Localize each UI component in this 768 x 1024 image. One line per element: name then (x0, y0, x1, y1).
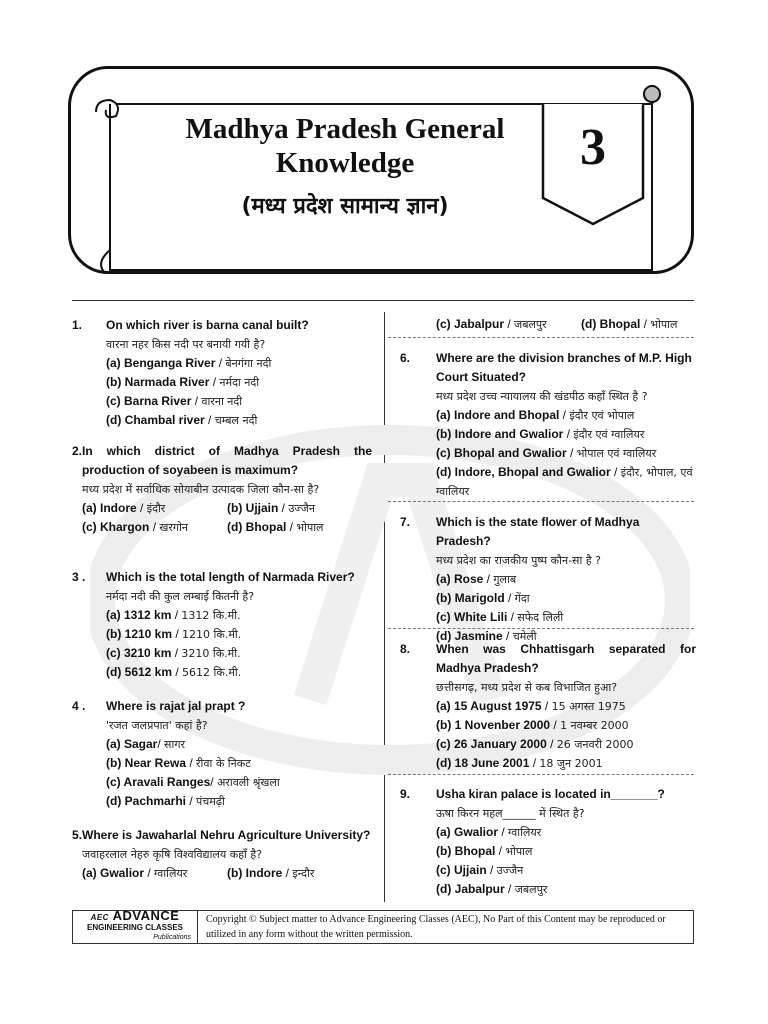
logo-subtitle: ENGINEERING CLASSES (86, 923, 183, 932)
question-hindi: मध्य प्रदेश का राजकीय पुष्प कौन-सा है ? (436, 554, 602, 567)
question-number: 7. (400, 515, 411, 529)
option-a: (a) Benganga River / बेनगंगा नदी (106, 356, 272, 370)
option-a: (a) 1312 km / 1312 कि.मी. (106, 608, 241, 622)
option-d: (d) Jasmine / चमेली (436, 629, 537, 643)
question-text: Usha kiran palace is located in_______? (436, 787, 665, 801)
question-text: Which is the total length of Narmada River? (106, 570, 355, 584)
question-text: Where is Jawaharlal Nehru Agriculture University? (82, 828, 371, 842)
question-3 (72, 568, 372, 682)
title-hindi: (मध्य प्रदेश सामान्य ज्ञान) (241, 194, 449, 219)
option-d: (d) 18 June 2001 / 18 जुन 2001 (436, 756, 603, 770)
question-text: In which district of Madhya Pradesh the production of soyabeen is maximum? (82, 444, 373, 477)
question-hindi: जवाहरलाल नेहरु कृषि विश्वविद्यालय कहाँ है? (82, 848, 263, 861)
question-hindi: 'रजत जलप्रपात' कहां है? (106, 719, 208, 732)
question-text: On which river is barna canal built? (106, 318, 309, 332)
column-divider (384, 312, 385, 902)
option-a: (a) Gwalior / ग्वालियर (436, 825, 542, 839)
option-c: (c) Ujjain / उज्जैन (436, 863, 524, 877)
question-text: Which is the state flower of Madhya Pradesh? (436, 515, 640, 548)
option-b: (b) 1 Novenber 2000 / 1 नवम्बर 2000 (436, 718, 629, 732)
option-b: (b) Ujjain / उज्जैन (227, 501, 315, 515)
question-hindi: मध्य प्रदेश उच्च न्यायालय की खंडपीठ कहाँ स्थित है ? (436, 390, 648, 403)
option-b: (b) Indore / इन्दौर (227, 866, 315, 880)
question-hindi: ऊषा किरन महल______ में स्थित है? (436, 807, 585, 820)
footer (72, 910, 694, 944)
separator (388, 337, 694, 338)
question-hindi: वारना नहर किस नदी पर बनायी गयी है? (106, 338, 266, 351)
chapter-title (150, 112, 540, 220)
logo-text: ADVANCE (112, 908, 180, 923)
question-2 (72, 442, 372, 537)
question-hindi: छत्तीसगढ़, मध्य प्रदेश से कब विभाजित हुआ? (436, 681, 618, 694)
question-number: 6. (400, 351, 411, 365)
option-b: (b) Marigold / गेंदा (436, 591, 530, 605)
title-line-1: Madhya Pradesh General (185, 113, 505, 145)
option-d: (d) Chambal river / चम्बल नदी (106, 413, 258, 427)
publisher-logo (73, 908, 198, 943)
option-c: (c) White Lili / सफेद लिली (436, 610, 564, 624)
question-8 (400, 640, 696, 773)
separator (388, 774, 694, 775)
option-d: (d) Jabalpur / जबलपुर (436, 882, 548, 896)
question-number: 3 . (72, 570, 86, 584)
option-b: (b) 1210 km / 1210 कि.मी. (106, 627, 242, 641)
top-rule (72, 300, 694, 301)
question-number: 1. (72, 318, 83, 332)
option-d: (d) 5612 km / 5612 कि.मी. (106, 665, 242, 679)
option-a: (a) Indore / इंदौर (82, 501, 166, 515)
option-a: (a) Sagar/ सागर (106, 737, 186, 751)
option-a: (a) Gwalior / ग्वालियर (82, 866, 188, 880)
question-5-continued (402, 315, 694, 334)
question-6 (400, 349, 696, 501)
question-7 (400, 513, 696, 646)
question-hindi: मध्य प्रदेश में सर्वाधिक सोयाबीन उत्पादक जिला कौन-सा है? (82, 483, 320, 496)
title-line-2: Knowledge (275, 147, 415, 179)
copyright-notice: Copyright © Subject matter to Advance Engineering Classes (AEC), No Part of this Content may be reproduced or utilized in any form without the written permission. (206, 914, 666, 940)
question-text: Where is rajat jal prapt ? (106, 699, 246, 713)
question-number: 2. (72, 444, 83, 458)
question-number: 9. (400, 787, 411, 801)
option-a: (a) Rose / गुलाब (436, 572, 517, 586)
option-d: (d) Bhopal / भोपाल (227, 520, 324, 534)
option-c: (c) Aravali Ranges/ अरावली श्रृंखला (106, 775, 280, 789)
question-text: When was Chhattisgarh separated for Madhya Pradesh? (436, 642, 696, 675)
option-c: (c) Khargon / खरगोन (82, 520, 189, 534)
logo-mark: AEC (90, 913, 109, 922)
option-c: (c) Barna River / वारना नदी (106, 394, 243, 408)
chapter-number: 3 (580, 119, 606, 176)
option-c: (c) 3210 km / 3210 कि.मी. (106, 646, 241, 660)
option-b: (b) Near Rewa / रीवा के निकट (106, 756, 251, 770)
option-d: (d) Bhopal / भोपाल (581, 317, 678, 331)
question-5 (72, 826, 372, 883)
question-number: 5. (72, 828, 83, 842)
question-1 (72, 316, 372, 430)
option-d: (d) Pachmarhi / पंचमढ़ी (106, 794, 225, 808)
option-a: (a) 15 August 1975 / 15 अगस्त 1975 (436, 699, 626, 713)
question-4 (72, 697, 372, 811)
separator (388, 501, 694, 502)
option-b: (b) Bhopal / भोपाल (436, 844, 533, 858)
option-b: (b) Indore and Gwalior / इंदौर एवं ग्वालियर (436, 427, 645, 441)
question-text: Where are the division branches of M.P. High Court Situated? (436, 351, 692, 384)
option-a: (a) Indore and Bhopal / इंदौर एवं भोपाल (436, 408, 635, 422)
option-c: (c) Bhopal and Gwalior / भोपाल एवं ग्वालियर (436, 446, 657, 460)
question-9 (400, 785, 696, 899)
separator (388, 628, 694, 629)
question-hindi: नर्मदा नदी की कुल लम्बाई कितनी है? (106, 590, 255, 603)
option-b: (b) Narmada River / नर्मदा नदी (106, 375, 260, 389)
logo-publications: Publications (153, 934, 191, 941)
option-c: (c) 26 January 2000 / 26 जनवरी 2000 (436, 737, 634, 751)
option-d: (d) Indore, Bhopal and Gwalior / इंदौर, भोपाल, एवं ग्वालियर (436, 465, 693, 498)
option-c: (c) Jabalpur / जबलपुर (436, 317, 547, 331)
question-number: 4 . (72, 699, 86, 713)
question-number: 8. (400, 642, 411, 656)
